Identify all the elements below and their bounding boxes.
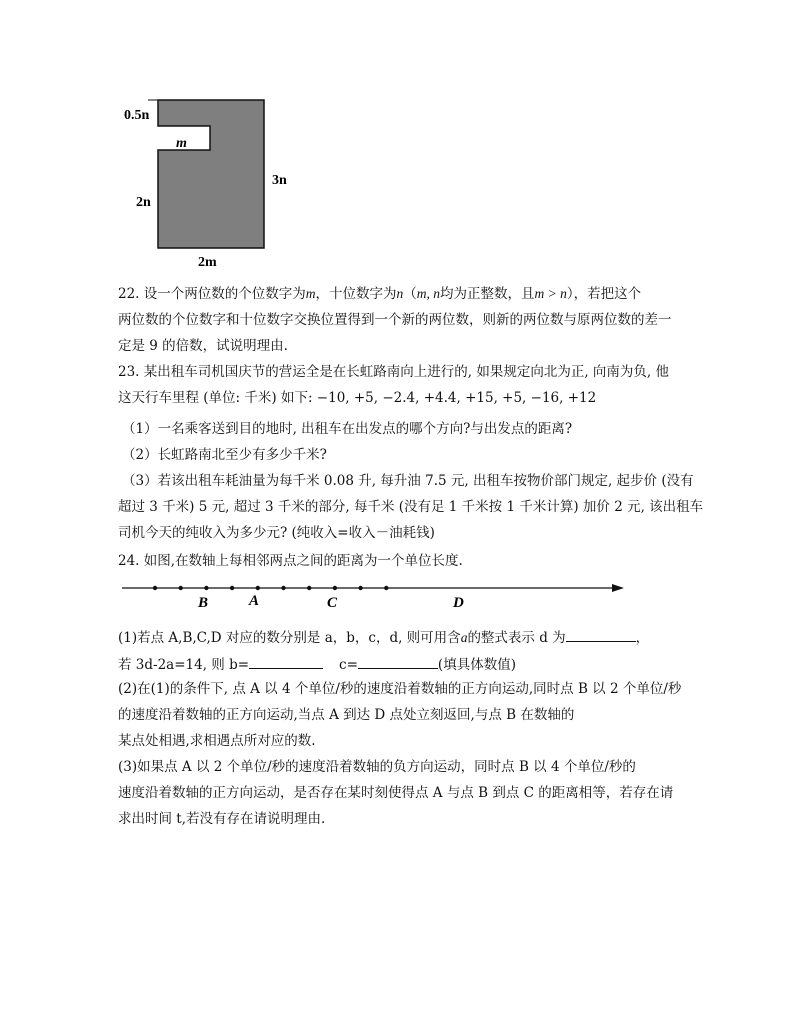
number-line-tick [204, 586, 208, 590]
q24-sub-3-line-3: 求出时间 t,若没有存在请说明理由. [118, 811, 326, 827]
point-b-label: B [198, 595, 209, 611]
answer-blank-d[interactable] [566, 627, 636, 642]
q24-var-a: a [460, 630, 468, 645]
l-shaped-region [158, 100, 264, 248]
number-line-arrow [612, 584, 624, 592]
q24-sub-1-cont [118, 654, 516, 674]
label-3n: 3n [272, 173, 287, 188]
q24-sub-1 [118, 627, 649, 647]
q24-sub-3-line-2: 速度沿着数轴的正方向运动，是否存在某时刻使得点 A 与点 B 到点 C 的距离相等，若存在请 [118, 785, 674, 801]
q22-line-3: 定是 9 的倍数，试说明理由. [118, 338, 288, 354]
point-a-label: A [249, 593, 260, 609]
q22-text-e: 均为正整数，且 [440, 286, 535, 302]
q24-s2-text-a: 若 3d-2a=14, 则 b= [118, 657, 250, 673]
q22-text-g: ），若把这个 [566, 286, 642, 302]
label-2n: 2n [136, 195, 151, 210]
number-line-tick [179, 586, 183, 590]
q24-intro: 24. 如图,在数轴上每相邻两点之间的距离为一个单位长度. [118, 553, 463, 569]
point-c-label: C [327, 595, 338, 611]
q24-sub-2-line-1: (2)在(1)的条件下, 点 A 以 4 个单位/秒的速度沿着数轴的正方向运动,同时点 B 以 2 个单位/秒 [118, 681, 682, 697]
q24-sub-2-line-2: 的速度沿着数轴的正方向运动,当点 A 到达 D 点处立刻返回,与点 B 在数轴的 [118, 707, 575, 723]
q24-s1-text-a: (1)若点 A,B,C,D 对应的数分别是 a，b，c，d, 则可用含 [118, 630, 461, 646]
q24-s1-text-c: ， [635, 630, 650, 646]
q24-sub-3-line-1: (3)如果点 A 以 2 个单位/秒的速度沿着数轴的负方向运动，同时点 B 以 4 个单位/秒的 [118, 759, 636, 775]
number-line-tick [307, 586, 311, 590]
q24-s2-text-c: (填具体数值) [437, 657, 516, 673]
q22-var-n: n [396, 286, 404, 301]
q22-line-1 [118, 285, 641, 303]
number-line-tick [384, 586, 388, 590]
q22-line-2: 两位数的个位数字和十位数字交换位置得到一个新的两位数，则新的两位数与原两位数的差一 [118, 312, 672, 328]
number-line-tick [333, 586, 337, 590]
q22-text-a: 22. 设一个两位数的个位数字为 [118, 286, 306, 302]
answer-blank-b[interactable] [249, 654, 323, 669]
number-line-tick [256, 586, 260, 590]
q24-s1-text-b: 的整式表示 d 为 [467, 630, 566, 646]
q23-part-3-line-3: 司机今天的纯收入为多少元? (纯收入=收入－油耗钱) [118, 525, 435, 541]
label-half-n: 0.5n [124, 108, 150, 123]
answer-blank-c[interactable] [358, 654, 438, 669]
q23-part-2: （2）长虹路南北至少有多少千米? [122, 447, 327, 463]
q24-sub-2-line-3: 某点处相遇,求相遇点所对应的数. [118, 733, 316, 749]
q22-inequality: m > n [534, 286, 567, 301]
q22-vars-mn: m, n [416, 286, 441, 301]
number-line-tick [230, 586, 234, 590]
q23-part-1: （1）一名乘客送到目的地时, 出租车在出发点的哪个方向?与出发点的距离? [122, 421, 573, 437]
q24-s2-text-b: c= [339, 657, 358, 673]
number-line-tick [358, 586, 362, 590]
number-line [118, 576, 628, 616]
q23-part-3-line-2: 超过 3 千米) 5 元, 超过 3 千米的部分, 每千米 (没有足 1 千米按 1 千米计算) 加价 2 元, 该出租车 [118, 499, 704, 515]
q23-line-1: 23. 某出租车司机国庆节的营运全是在长虹路南向上进行的, 如果规定向北为正, 向南为负, 他 [118, 364, 670, 380]
q23-part-3-line-1: （3）若该出租车耗油量为每千米 0.08 升, 每升油 7.5 元, 出租车按物价部门规定, 起步价 (没有 [122, 473, 694, 489]
shape-figure [110, 90, 310, 270]
label-2m: 2m [198, 255, 217, 270]
q23-line-2: 这天行车里程 (单位: 千米) 如下: −10, +5, −2.4, +4.4, +15, +5, −16, +12 [118, 390, 597, 406]
q22-text-b: ，十位数字为 [315, 286, 397, 302]
q22-text-c: （ [403, 286, 417, 302]
point-d-label: D [453, 595, 464, 611]
label-notch-m: m [176, 136, 187, 151]
q22-var-m: m [305, 286, 316, 301]
number-line-tick [281, 586, 285, 590]
number-line-tick [153, 586, 157, 590]
